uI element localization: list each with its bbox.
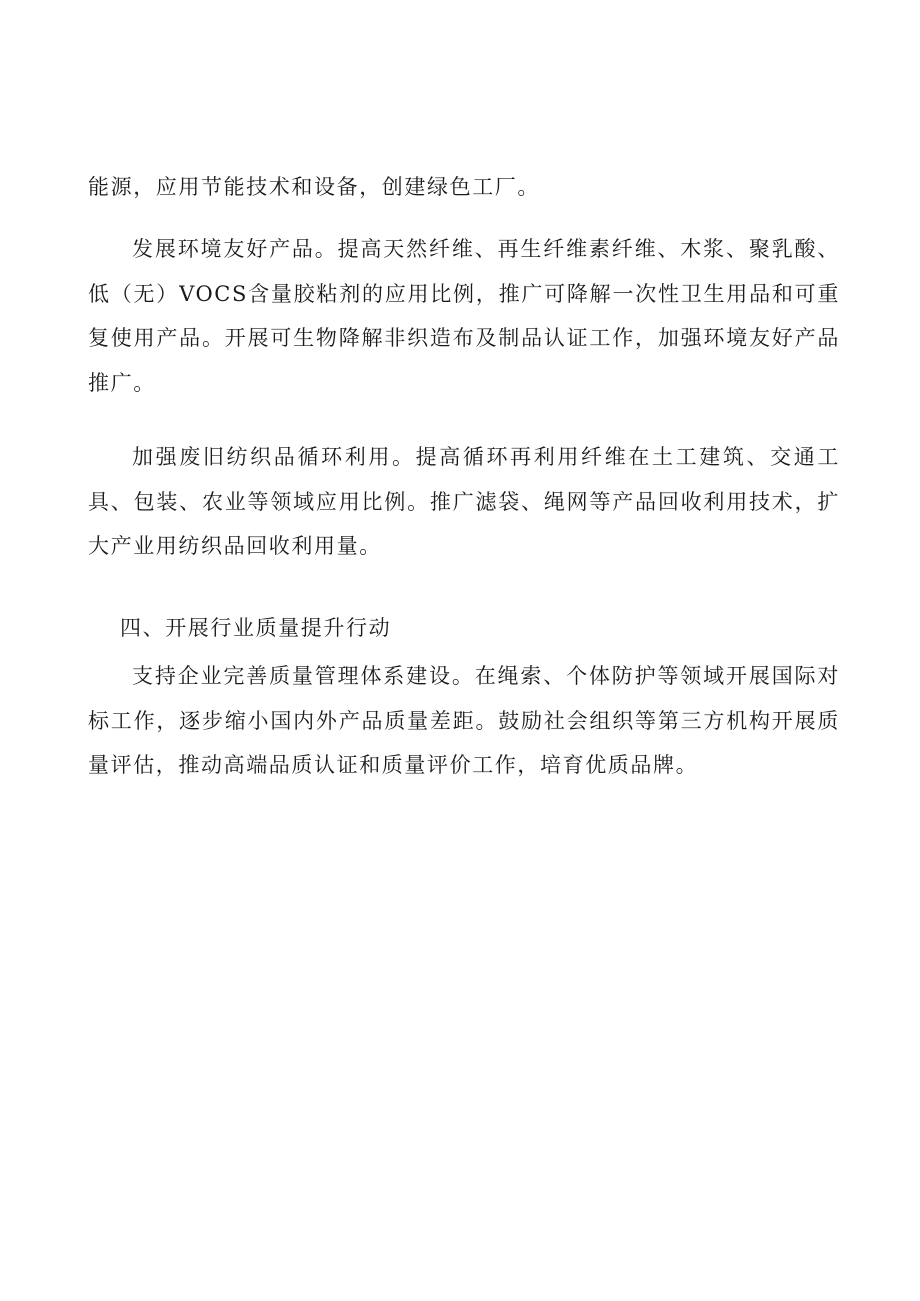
- paragraph-continuation: 能源，应用节能技术和设备，创建绿色工厂。: [88, 175, 540, 199]
- section-heading: 四、开展行业质量提升行动: [120, 616, 392, 640]
- paragraph-eco-products: 发展环境友好产品。提高天然纤维、再生纤维素纤维、木浆、聚乳酸、低（无）VOCS含量胶粘剂的应用比例，推广可降解一次性卫生用品和可重复使用产品。开展可生物降解非织造布及制品认证工作，加强环境友好产品推广。: [88, 237, 840, 395]
- paragraph-quality-management: 支持企业完善质量管理体系建设。在绳索、个体防护等领域开展国际对标工作，逐步缩小国内外产品质量差距。鼓励社会组织等第三方机构开展质量评估，推动高端品质认证和质量评价工作，培育优质品牌。: [88, 664, 840, 777]
- paragraph-textile-recycling: 加强废旧纺织品循环利用。提高循环再利用纤维在土工建筑、交通工具、包装、农业等领域应用比例。推广滤袋、绳网等产品回收利用技术，扩大产业用纺织品回收利用量。: [88, 445, 840, 558]
